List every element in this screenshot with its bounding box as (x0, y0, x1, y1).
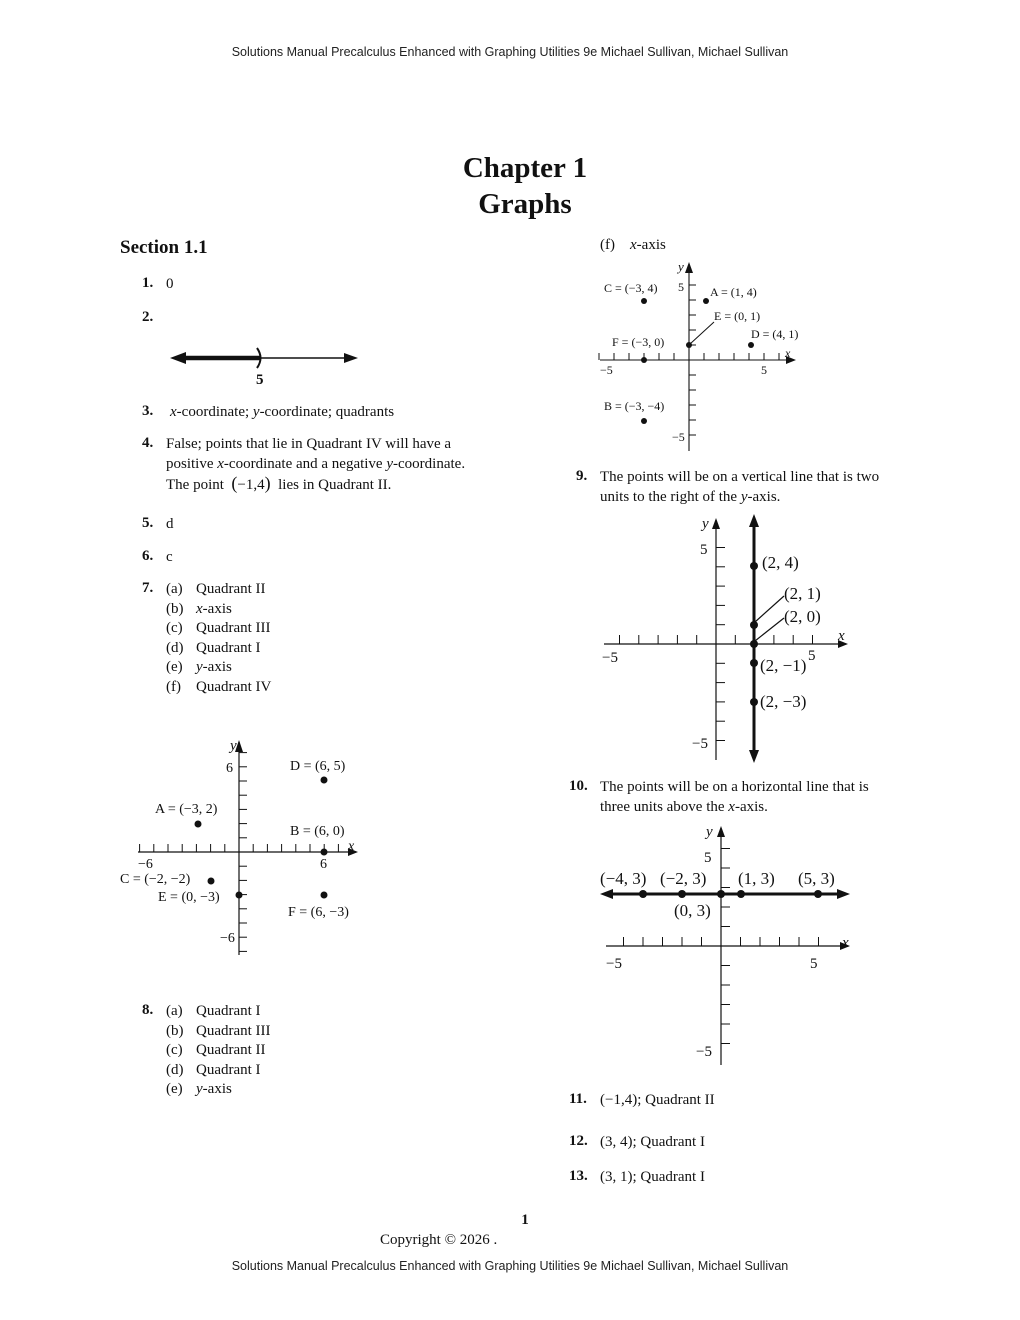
problem-2-number: 2. (142, 309, 154, 325)
tick-label-x-pos: 5 (761, 363, 767, 377)
point-D (321, 777, 328, 784)
point-C (641, 298, 647, 304)
point-label: (2, −3) (760, 692, 807, 711)
y-axis-label: y (678, 259, 684, 274)
point-label-C: C = (−3, 4) (604, 281, 658, 295)
point-A (703, 298, 709, 304)
point-label-A: A = (−3, 2) (155, 802, 218, 817)
tick-label-y-neg: −6 (220, 931, 235, 946)
problem-5-answer: d (166, 516, 174, 532)
list-item: (c) Quadrant II (166, 1042, 266, 1058)
copyright: Copyright © 2026 . (380, 1232, 498, 1248)
point-2-1 (750, 621, 758, 629)
point-label: (2, 1) (784, 584, 821, 603)
problem-1-number: 1. (142, 275, 154, 291)
problem-11-number: 11. (569, 1091, 587, 1107)
point-label-E: E = (0, −3) (158, 890, 220, 905)
point-2-0 (750, 640, 758, 648)
tick-label-x-neg: −5 (602, 650, 618, 666)
tick-label-x-pos: 5 (808, 648, 816, 664)
list-item: (e) y-axis (166, 1081, 232, 1097)
point-D (748, 342, 754, 348)
point-1-3 (737, 890, 745, 898)
point-C (208, 878, 215, 885)
point-label: (0, 3) (674, 901, 711, 920)
problem-12-answer: (3, 4); Quadrant I (600, 1134, 705, 1150)
point-label: (5, 3) (798, 869, 835, 888)
list-item: (b) x-axis (166, 600, 232, 617)
point-2-neg1 (750, 659, 758, 667)
problem-5-number: 5. (142, 515, 154, 531)
problem-7-number: 7. (142, 580, 154, 596)
chapter-title: Chapter 1 (462, 152, 588, 184)
problem-3-answer: x-coordinate; y-coordinate; quadrants (170, 404, 395, 420)
problem-4-answer: False; points that lie in Quadrant IV will have a positive x-coordinate and a negative y-coordinate. The point (−1,4) lies in Quadrant II. (166, 436, 466, 493)
running-footer: Solutions Manual Precalculus Enhanced with Graphing Utilities 9e Michael Sullivan, Michael Sullivan (231, 1259, 789, 1273)
point-label-D: D = (6, 5) (290, 759, 346, 774)
problem-13-answer: (3, 1); Quadrant I (600, 1169, 705, 1185)
x-axis-label: x (838, 628, 845, 644)
number-line-label: 5 (256, 372, 264, 388)
tick-label-y-pos: 5 (678, 280, 684, 294)
list-item: (d) Quadrant I (166, 1061, 261, 1078)
problem-3-number: 3. (142, 403, 154, 419)
tick-label-y-pos: 5 (704, 850, 712, 866)
point-2-neg3 (750, 698, 758, 706)
chapter-subtitle: Graphs (478, 188, 572, 220)
tick-label-y-neg: −5 (672, 430, 685, 444)
problem-9-text: The points will be on a vertical line that is two units to the right of the y-axis. (600, 469, 880, 505)
tick-label-x-pos: 5 (810, 956, 818, 972)
graph-problem-7 (120, 730, 380, 965)
y-axis-label: y (230, 738, 237, 754)
tick-label-y-pos: 6 (226, 761, 233, 776)
point-neg4-3 (639, 890, 647, 898)
list-item: (d) Quadrant I (166, 639, 261, 656)
point-label: (−4, 3) (600, 869, 647, 888)
point-E (236, 892, 243, 899)
problem-4-number: 4. (142, 435, 154, 451)
list-item: (f) Quadrant IV (166, 678, 272, 695)
y-axis-label: y (706, 824, 713, 840)
tick-label-y-neg: −5 (696, 1044, 712, 1060)
point-neg2-3 (678, 890, 686, 898)
graph-problem-8 (598, 256, 818, 456)
tick-label-x-neg: −5 (606, 956, 622, 972)
problem-8-number: 8. (142, 1002, 154, 1018)
point-F (641, 357, 647, 363)
tick-label-x-neg: −6 (138, 857, 153, 872)
problem-11-point: (−1,4) (600, 1092, 638, 1108)
x-axis-label: x (842, 935, 849, 951)
running-header: Solutions Manual Precalculus Enhanced with Graphing Utilities 9e Michael Sullivan, Michael Sullivan (231, 45, 789, 59)
graph-problem-10 (598, 820, 858, 1070)
point-label: (−2, 3) (660, 869, 707, 888)
graph-problem-9 (598, 510, 854, 765)
x-axis-label: x (785, 346, 791, 360)
problem-9-number: 9. (576, 468, 588, 484)
point-B (641, 418, 647, 424)
problem-8-part-f: (f) x-axis (600, 237, 666, 253)
point-F (321, 892, 328, 899)
point-label-F: F = (−3, 0) (612, 335, 665, 349)
point-5-3 (814, 890, 822, 898)
point-label: (2, 0) (784, 607, 821, 626)
list-item: (c) Quadrant III (166, 620, 271, 636)
page-number: 1 (521, 1212, 529, 1228)
problem-6-answer: c (166, 549, 173, 565)
point-0-3 (717, 890, 725, 898)
point-label-D: D = (4, 1) (751, 327, 799, 341)
point-2-4 (750, 562, 758, 570)
section-title: Section 1.1 (120, 237, 208, 258)
tick-label-x-neg: −5 (600, 363, 613, 377)
problem-6-number: 6. (142, 548, 154, 564)
tick-label-y-pos: 5 (700, 542, 708, 558)
tick-label-y-neg: −5 (692, 736, 708, 752)
list-item: (a) Quadrant I (166, 1003, 261, 1019)
list-item: (b) Quadrant III (166, 1022, 271, 1039)
point-label-E: E = (0, 1) (714, 309, 761, 323)
x-axis-label: x (348, 839, 355, 854)
problem-10-number: 10. (569, 778, 588, 794)
point-label-C: C = (−2, −2) (120, 872, 191, 887)
y-axis-label: y (702, 516, 709, 532)
problem-12-number: 12. (569, 1133, 588, 1149)
point-label-B: B = (6, 0) (290, 824, 345, 839)
problem-13-number: 13. (569, 1168, 588, 1184)
tick-label-x-pos: 6 (320, 857, 327, 872)
problem-7-parts (166, 580, 271, 697)
problem-1-answer: 0 (166, 276, 174, 292)
point-label: (2, 4) (762, 553, 799, 572)
point-B (321, 849, 328, 856)
list-item: (a) Quadrant II (166, 581, 266, 597)
problem-10-text: The points will be on a horizontal line that is three units above the x-axis. (600, 779, 869, 815)
point-label-A: A = (1, 4) (710, 285, 757, 299)
point-label-B: B = (−3, −4) (604, 399, 665, 413)
point-label: (2, −1) (760, 656, 807, 675)
point-label-F: F = (6, −3) (288, 905, 349, 920)
number-line (168, 340, 368, 390)
problem-8-parts (166, 1002, 271, 1100)
list-item: (e) y-axis (166, 659, 232, 675)
point-A (195, 821, 202, 828)
point-label: (1, 3) (738, 869, 775, 888)
problem-11-answer: (−1,4); Quadrant II (600, 1092, 715, 1108)
